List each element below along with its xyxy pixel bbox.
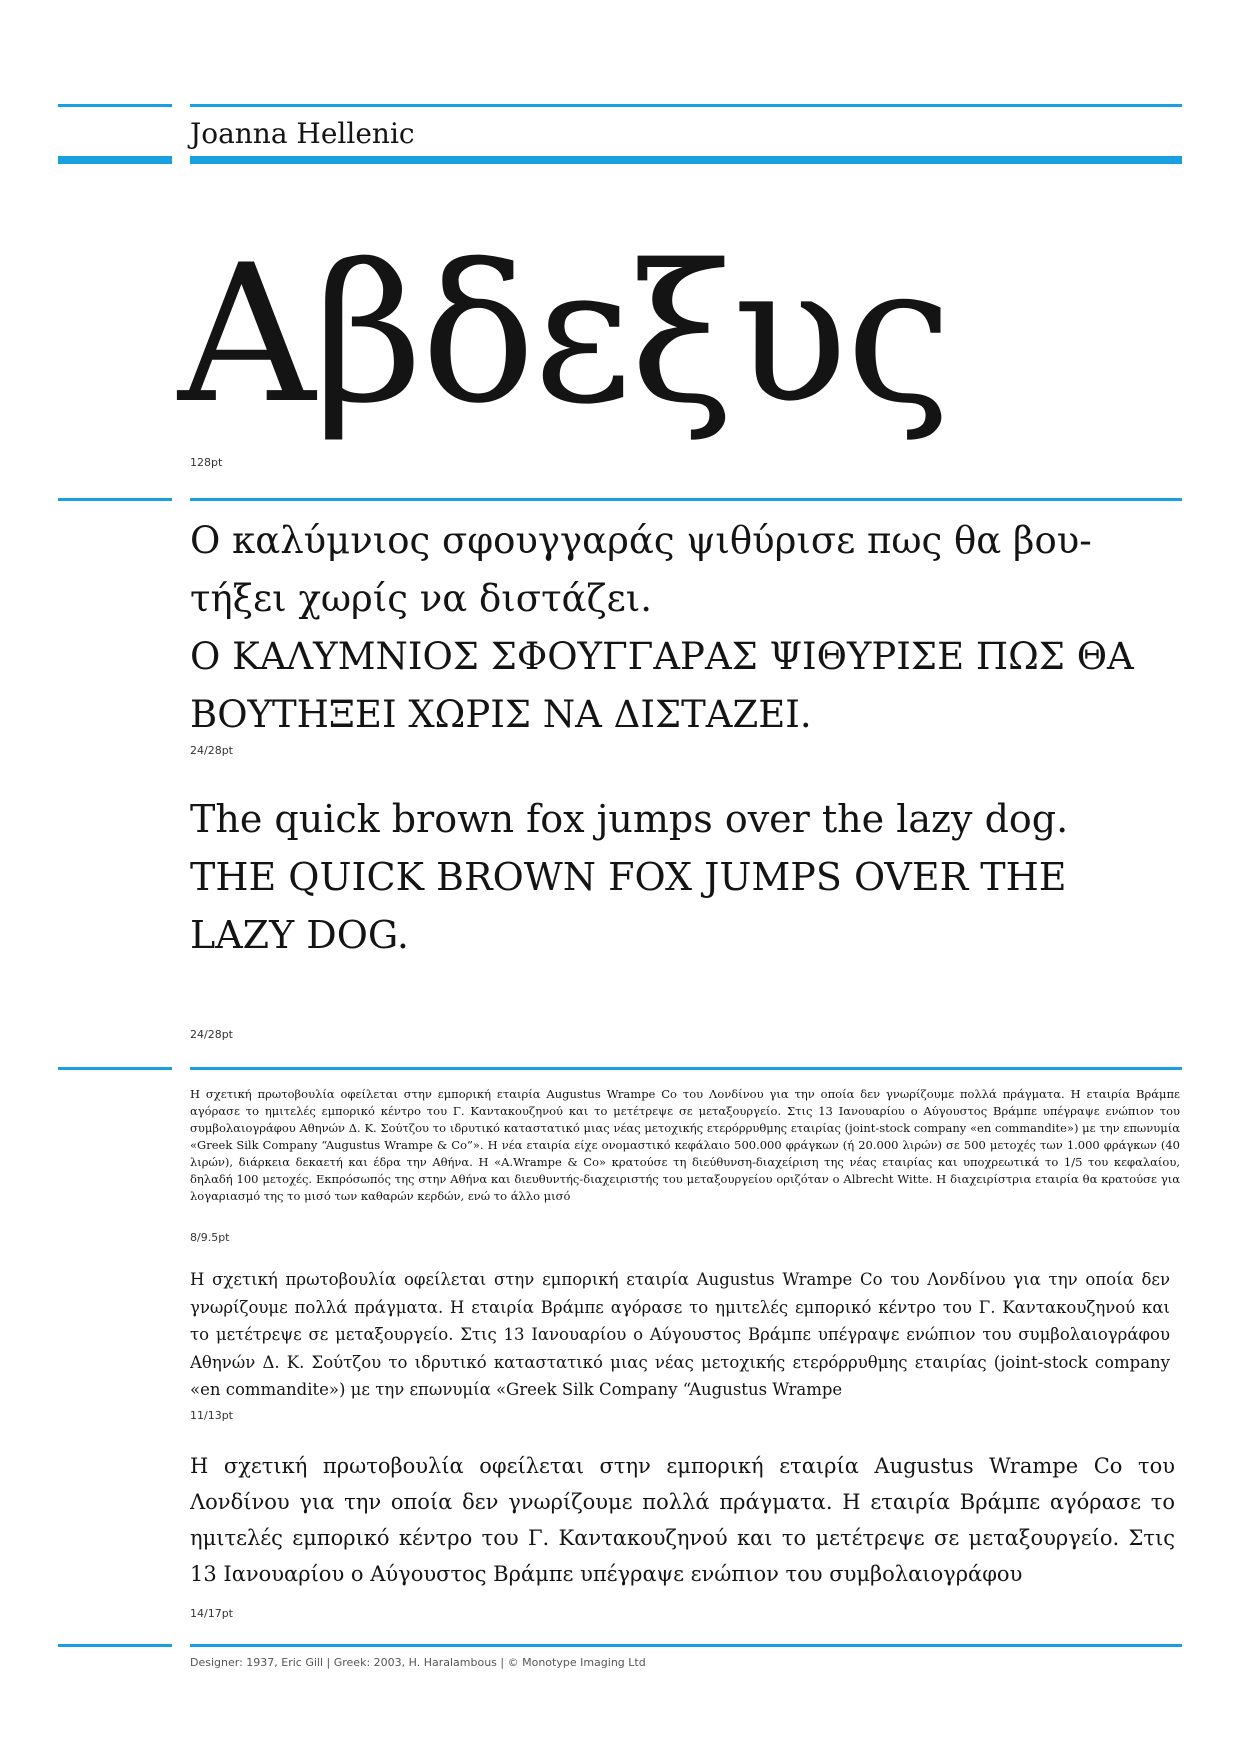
latin-sample-lowercase: The quick brown fox jumps over the lazy dog. [190, 797, 1069, 841]
latin-size-label: 24/28pt [190, 1028, 233, 1041]
text-11pt-size-label: 11/13pt [190, 1409, 233, 1422]
top-rule-left [58, 104, 172, 107]
font-name-title: Joanna Hellenic [190, 117, 415, 150]
text-rule-left [58, 1067, 172, 1070]
top-rule-right [190, 104, 1182, 107]
footer-rule-right [190, 1644, 1182, 1647]
display-rule-right [190, 498, 1182, 501]
text-14pt-size-label: 14/17pt [190, 1607, 233, 1620]
text-11pt-paragraph: Η σχετική πρωτοβουλία οφείλεται στην εμπορική εταιρία Augustus Wrampe Co του Λονδίνου για την οποία δεν γνωρίζουμε πολλά πράγματα. Η εταιρία Βράμπε αγόρασε το ημιτελές εμπορικό κέντρο του Γ. Καντακουζηνού και το μετέτρεψε σε μεταξουργείο. Στις 13 Ιανουαρίου ο Αύγουστος Βράμπε υπέγραψε ενώπιον του συμβολαιογράφου Αθηνών Δ. Κ. Σούτζου το ιδρυτικό καταστατικό μιας νέας μετοχικής ετερόρρυθμης εταιρίας (joint-stock company «en commandite») με την επωνυμία «Greek Silk Company “Augustus Wrampe [190, 1270, 1170, 1399]
text-14pt [190, 1448, 1175, 1592]
latin-sample-uppercase: THE QUICK BROWN FOX JUMPS OVER THE LAZY DOG. [190, 855, 1067, 957]
text-8pt-size-label: 8/9.5pt [190, 1231, 230, 1244]
footer-rule-left [58, 1644, 172, 1647]
greek-sample [190, 512, 1180, 744]
text-rule-right [190, 1067, 1182, 1070]
greek-sample-lowercase: Ο καλύμνιος σφουγγαράς ψιθύρισε πως θα βου-τήξει χωρίς να διστάζει. [190, 519, 1092, 620]
header-rule-right [190, 156, 1182, 164]
greek-size-label: 24/28pt [190, 744, 233, 757]
text-8pt [190, 1086, 1180, 1222]
footer-credits: Designer: 1937, Eric Gill | Greek: 2003, H. Haralambous | © Monotype Imaging Ltd [190, 1656, 646, 1669]
text-14pt-paragraph: Η σχετική πρωτοβουλία οφείλεται στην εμπορική εταιρία Augustus Wrampe Co του Λονδίνου για την οποία δεν γνωρίζουμε πολλά πράγματα. Η εταιρία Βράμπε αγόρασε το ημιτελές εμπορικό κέντρο του Γ. Καντακουζηνού και το μετέτρεψε σε μεταξουργείο. Στις 13 Ιανουαρίου ο Αύγουστος Βράμπε υπέγραψε ενώπιον του συμβολαιογράφου [190, 1454, 1175, 1586]
display-glyphs: Αβδεξυς [178, 224, 951, 445]
display-rule-left [58, 498, 172, 501]
header-rule-left [58, 156, 172, 164]
text-11pt [190, 1266, 1170, 1406]
display-size-label: 128pt [190, 456, 223, 469]
text-8pt-paragraph: Η σχετική πρωτοβουλία οφείλεται στην εμπορική εταιρία Augustus Wrampe Co του Λονδίνου για την οποία δεν γνωρίζουμε πολλά πράγματα. Η εταιρία Βράμπε αγόρασε το ημιτελές εμπορικό κέντρο του Γ. Καντακουζηνού και το μετέτρεψε σε μεταξουργείο. Στις 13 Ιανουαρίου ο Αύγουστος Βράμπε υπέγραψε ενώπιον του συμβολαιογράφου Αθηνών Δ. Κ. Σούτζου το ιδρυτικό καταστατικό μιας νέας μετοχικής ετερόρρυθμης εταιρίας (joint-stock company «en commandite») με την επωνυμία «Greek Silk Company “Augustus Wrampe & Co”». Η νέα εταιρία είχε ονομαστικό κεφάλαιο 500.000 φράγκων (ή 20.000 λιρών) σε 500 μετοχές των 1.000 φράγκων (40 λιρών), διάρκεια δεκαετή και έδρα την Αθήνα. Η «A.Wrampe & Co» κρατούσε τη διεύθυνση-διαχείριση της νέας εταιρίας και υποχρεωτικά το 1/5 του κεφαλαίου, δηλαδή 100 μετοχές. Εκπρόσωπός της στην Αθήνα και διευθυντής-διαχειριστής του μεταξουργείου οριζόταν ο Albrecht Witte. Η διαχειρίστρια εταιρία θα κρατούσε για λογαριασμό της το μισό των καθαρών κερδών, ενώ το άλλο μισό [190, 1087, 1180, 1203]
greek-sample-uppercase: Ο ΚΑΛΥΜΝΙΟΣ ΣΦΟΥΓΓΑΡΑΣ ΨΙΘΥΡΙΣΕ ΠΩΣ ΘΑ ΒΟΥΤΗΞΕΙ ΧΩΡΙΣ ΝΑ ΔΙΣΤΑΖΕΙ. [190, 635, 1134, 736]
latin-sample [190, 790, 1110, 964]
